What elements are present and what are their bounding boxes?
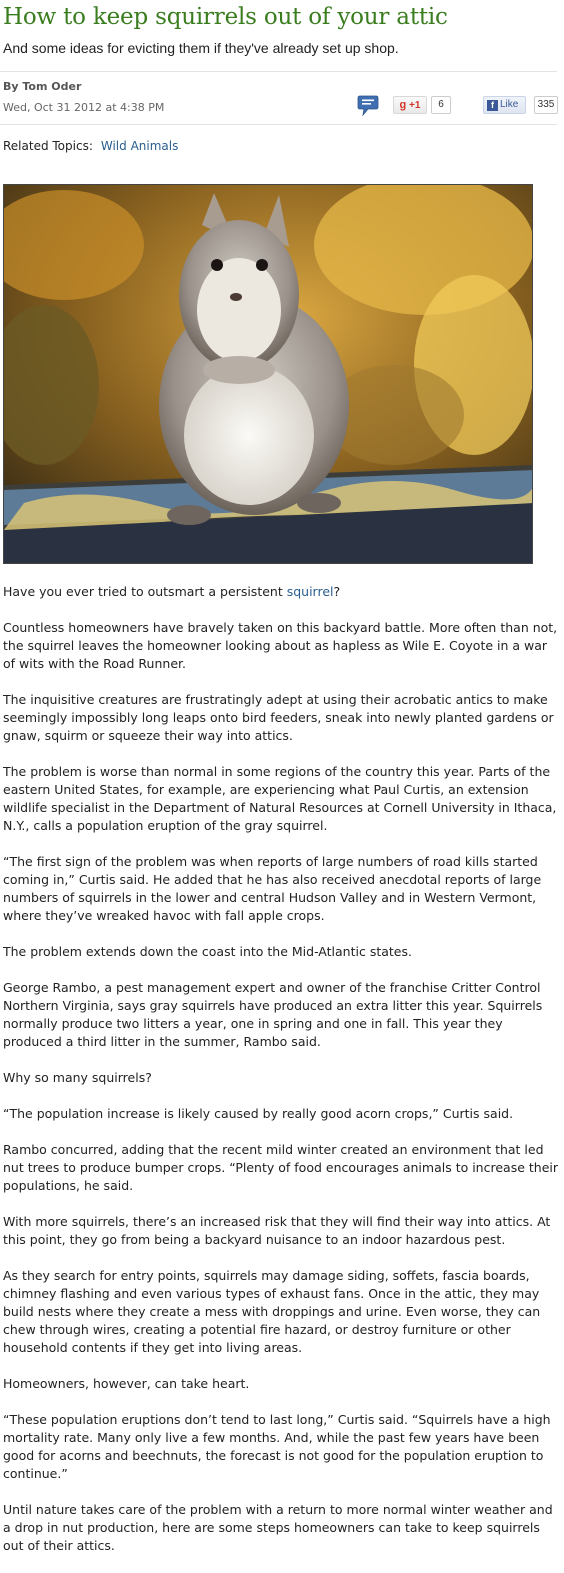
- paragraph: “The population increase is likely caused by really good acorn crops,” Curtis said.: [3, 1106, 514, 1121]
- divider: [0, 71, 557, 72]
- paragraph: Why so many squirrels?: [3, 1070, 152, 1085]
- paragraph: Rambo concurred, adding that the recent mild winter created an environment that led nut trees to produce bumper crops. “Plenty of food encourages animals to increase their populations, he said.: [3, 1142, 558, 1193]
- squirrel-link[interactable]: squirrel: [286, 584, 334, 599]
- facebook-like-count: 335: [534, 96, 558, 114]
- paragraph: George Rambo, a pest management expert and owner of the franchise Critter Control Northern Virginia, says gray squirrels have produced an extra litter this year. Squirrels normally produce two litters a year, one in spring and one in fall. This year they produced a third litter in the summer, Rambo said.: [3, 980, 543, 1049]
- paragraph: Homeowners, however, can take heart.: [3, 1376, 250, 1391]
- publish-date: Wed, Oct 31 2012 at 4:38 PM: [3, 101, 165, 114]
- paragraph: The inquisitive creatures are frustratingly adept at using their acrobatic antics to make seemingly impossibly long leaps onto bird feeders, sneak into newly planted gardens or gnaw, squirm or squeeze their way into attics.: [3, 692, 554, 743]
- article-title: How to keep squirrels out of your attic: [3, 4, 448, 30]
- text-run: Have you ever tried to outsmart a persistent: [3, 584, 287, 599]
- paragraph: Until nature takes care of the problem with a return to more normal winter weather and a drop in nut production, here are some steps homeowners can take to keep squirrels out of their attics.: [3, 1502, 553, 1553]
- paragraph: With more squirrels, there’s an increased risk that they will find their way into attics. At this point, they go from being a backyard nuisance to an indoor hazardous pest.: [3, 1214, 551, 1247]
- paragraph: “The first sign of the problem was when reports of large numbers of road kills started coming in,” Curtis said. He added that he has also received anecdotal reports of large numbers of squirrels in the lower and central Hudson Valley and in Western Vermont, where they’ve wreaked havoc with fall apple crops.: [3, 854, 542, 923]
- related-topics: [3, 139, 178, 153]
- paragraph: As they search for entry points, squirrels may damage siding, soffets, fascia boards, chimney flashing and even various types of exhaust fans. Once in the attic, they may build nests where they create a mess with droppings and urine. Even worse, they can chew through wires, creating a potential fire hazard, or destroy furniture or other household contents if they get into living areas.: [3, 1268, 541, 1355]
- facebook-like-label: Like: [500, 99, 519, 110]
- article-subtitle: And some ideas for evicting them if they've already set up shop.: [3, 40, 399, 56]
- topic-link-wild-animals[interactable]: Wild Animals: [100, 139, 179, 153]
- squirrel-photo: [3, 184, 533, 564]
- facebook-icon: f: [487, 100, 498, 111]
- facebook-like-button[interactable]: [483, 96, 526, 114]
- paragraph: [3, 583, 559, 601]
- google-plus-icon: g: [399, 99, 407, 111]
- divider: [0, 124, 557, 125]
- google-plus-label: +1: [409, 100, 421, 111]
- related-topics-label: Related Topics:: [3, 139, 93, 153]
- byline: By Tom Oder: [3, 80, 82, 93]
- comment-icon[interactable]: [356, 95, 380, 117]
- paragraph: The problem extends down the coast into the Mid-Atlantic states.: [3, 944, 412, 959]
- article-body: [3, 583, 559, 1573]
- paragraph: The problem is worse than normal in some regions of the country this year. Parts of the eastern United States, for example, are experiencing what Paul Curtis, an extension wildlife specialist in the Department of Natural Resources at Cornell University in Ithaca, N.Y., calls a population eruption of the gray squirrel.: [3, 764, 557, 833]
- paragraph: Countless homeowners have bravely taken on this backyard battle. More often than not, the squirrel leaves the homeowner looking about as hapless as Wile E. Coyote in a war of wits with the Road Runner.: [3, 620, 558, 671]
- text-run: ?: [333, 584, 341, 599]
- google-plus-button[interactable]: [393, 96, 427, 114]
- squirrel-illustration: [4, 185, 533, 564]
- google-plus-count: 6: [431, 96, 451, 114]
- paragraph: “These population eruptions don’t tend to last long,” Curtis said. “Squirrels have a high mortality rate. Many only live a few months. And, while the past few years have been good for acorns and beechnuts, the forecast is not good for the population eruption to continue.”: [3, 1412, 551, 1481]
